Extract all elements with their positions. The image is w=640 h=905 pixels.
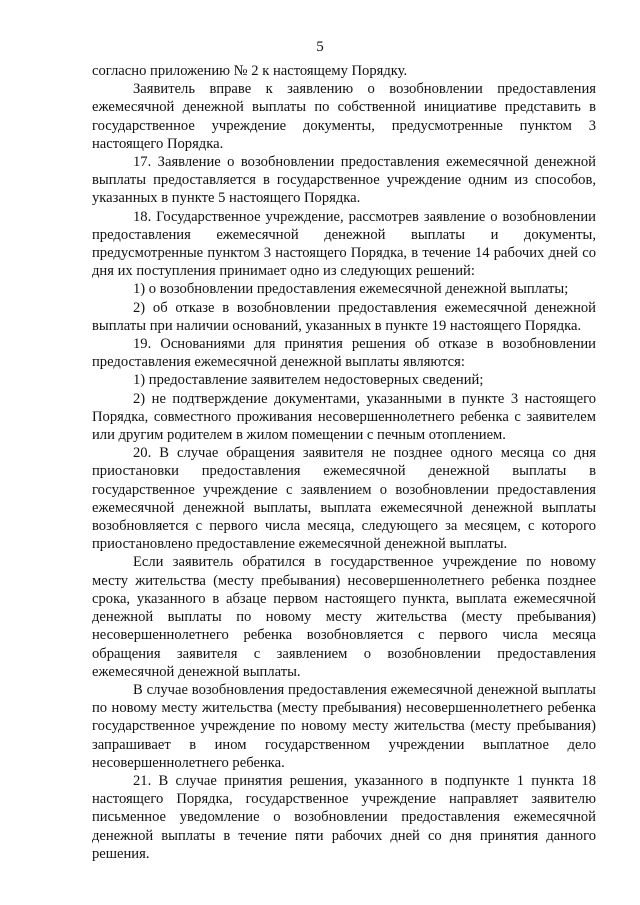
paragraph: 20. В случае обращения заявителя не позднее одного месяца со дня приостановки предоставления ежемесячной денежной выплаты в государственное учреждение с заявлением о возобновлении предоставления ежемесячной денежной выплаты, выплата ежемесячной денежной выплаты возобновляется с первого числа месяца, следующего за месяцем, с которого приостановлено предоставление ежемесячной денежной выплаты. [92, 445, 596, 553]
paragraph: Если заявитель обратился в государственное учреждение по новому месту жительства (месту пребывания) несовершеннолетнего ребенка позднее срока, указанного в абзаце первом настоящего пункта, выплата ежемесячной денежной выплаты по новому месту жительства (месту пребывания) несовершеннолетнего ребенка возобновляется с первого числа месяца обращения заявителя с заявлением о возобновлении предоставления ежемесячной денежной выплаты. [92, 554, 596, 680]
paragraph: В случае возобновления предоставления ежемесячной денежной выплаты по новому месту жительства (месту пребывания) несовершеннолетнего ребенка государственное учреждение по новому месту жительства (месту пребывания) запрашивает в ином государственном учреждении выплатное дело несовершеннолетнего ребенка. [92, 681, 596, 771]
paragraph: 21. В случае принятия решения, указанного в подпункте 1 пункта 18 настоящего Порядка, государственное учреждение направляет заявителю письменное уведомление о возобновлении предоставления ежемесячной денежной выплаты в течение пяти рабочих дней со дня принятия данного решения. [92, 772, 596, 862]
paragraph: 1) предоставление заявителем недостоверных сведений; [133, 372, 484, 389]
paragraph: 19. Основаниями для принятия решения об отказе в возобновлении предоставления ежемесячной денежной выплаты являются: [92, 336, 596, 371]
paragraph: 1) о возобновлении предоставления ежемесячной денежной выплаты; [133, 281, 569, 298]
paragraph: 2) об отказе в возобновлении предоставления ежемесячной денежной выплаты при наличии оснований, указанных в пункте 19 настоящего Порядка. [92, 299, 596, 334]
page-number: 5 [316, 39, 324, 55]
paragraph: согласно приложению № 2 к настоящему Порядку. [92, 63, 408, 79]
paragraph: 2) не подтверждение документами, указанными в пункте 3 настоящего Порядка, совместного проживания несовершеннолетнего ребенка с заявителем или другим родителем в жилом помещении с печным отоплением. [92, 390, 596, 444]
paragraph: 17. Заявление о возобновлении предоставления ежемесячной денежной выплаты предоставляется в государственное учреждение одним из способов, указанных в пункте 5 настоящего Порядка. [92, 154, 596, 207]
document-body [92, 62, 596, 863]
paragraph: Заявитель вправе к заявлению о возобновлении предоставления ежемесячной денежной выплаты по собственной инициативе представить в государственное учреждение документы, предусмотренные пунктом 3 настоящего Порядка. [92, 81, 596, 152]
paragraph: 18. Государственное учреждение, рассмотрев заявление о возобновлении предоставления ежемесячной денежной выплаты и документы, предусмотренные пунктом 3 настоящего Порядка, в течение 14 рабочих дней со дня их поступления принимает одно из следующих решений: [92, 208, 596, 280]
